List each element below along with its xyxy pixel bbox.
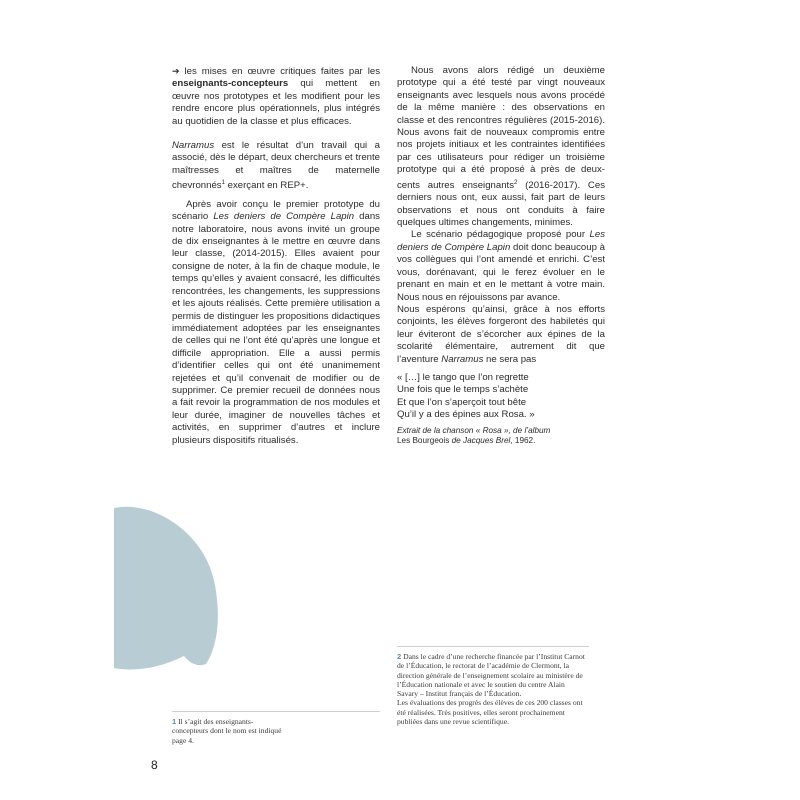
footnote-ref-2: 2 [514,179,518,186]
quote-citation: Extrait de la chanson « Rosa », de l’album Les Bourgeois de Jacques Brel, 1962. [397,425,551,446]
quote-line: « […] le tango que l’on regrette [397,371,529,383]
song-quote [397,372,605,422]
left-paragraph-3: Après avoir conçu le premier prototype du scénario Les deniers de Compère Lapin dans notre laboratoire, nous avons invité un groupe de dix enseignantes à le mettre en œuvre dans leur classe, (2014-2015). Elles avaient pour consigne de noter, à la fin de chaque module, le temps qu’elles y avaient consacré, les difficultés rencontrées, les changements, les suppressions et les ajouts réalisés. Cette première utilisation a permis de distinguer les propositions didactiques immédiatement adoptées par les enseignantes de celles qui ne l’ont été qu’après une longue et difficile appropriation. Elle a aussi permis d’identifier celles qui ont été unanimement rejetées et qu’il convenait de modifier ou de supprimer. Ce premier recueil de données nous a fait revoir la programmation de nos modules et leur durée, imaginer de nouvelles tâches et activités, en supprimer d’autres et inclure plusieurs dispositifs ritualisés. [172,198,380,446]
title-narramus: Narramus [441,353,484,365]
quote-line: Qu’il y a des épines aux Rosa. » [397,409,535,421]
footnote-divider [172,711,380,712]
left-column [172,65,380,447]
footnote-ref-1: 1 [221,180,225,187]
footnote-divider [397,646,589,647]
title-deniers: Les deniers de Compère Lapin [213,211,355,223]
right-column [397,65,605,447]
page-number: 8 [151,758,158,772]
footnote-2: 2 Dans le cadre d’une recherche financée par l’Institut Carnot de l’Éducation, le rectorat de l’académie de Clermont, la direction générale de l’enseignement scolaire au ministère de l’Éducation nationale et avec le soutien du centre Alain Savary – Institut français de l’Éducation. Les évaluations des progrès des élèves de ces 200 classes ont été réalisées. Très positives, elles seront prochainement publiées dans une revue scientifique. [397,652,585,727]
quote-line: Et que l’on s’aperçoit tout bête [397,396,527,408]
right-paragraph-2: Le scénario pédagogique proposé pour Les deniers de Compère Lapin doit donc beaucoup à vos collègues qui l’ont amendé et enrichi. C’est vous, dorénavant, qui le ferez évoluer en le prenant en main et en le mettant à votre main. Nous nous en réjouissons par avance. [397,229,605,303]
bold-term: enseignants-concepteurs [172,78,289,90]
arrow-right-icon: ➔ [172,66,180,76]
right-paragraph-3: Nous espérons qu’ainsi, grâce à nos efforts conjoints, les élèves forgeront des habiletés qui leur éviteront de s’écorcher aux épines de la scolarité élémentaire, autrement dit que l’aventure Narramus ne sera pas [397,303,605,365]
title-narramus: Narramus [172,140,215,152]
right-paragraph-1: Nous avons alors rédigé un deuxième prototype qui a été testé par vingt nouveaux enseignants avec lesquels nous avons procédé de la même manière : des observations en classe et des rencontres régulières (2015-2016). Nous avons fait de nouveaux compromis entre nos projets initiaux et les contraintes identifiées par ces utilisateurs pour rédiger un troisième prototype qui a été proposé à près de deux-cents autres enseignants$^2$ (2016-2017). Ces derniers nous ont, eux aussi, fait part de leurs observations et nous ont conduits à faire quelques ultimes changements, minimes. [397,65,605,229]
footnote-1: 1 Il s’agit des enseignants-concepteurs dont le nom est indiqué page 4. [172,717,282,745]
left-paragraph-2: Narramus est le résultat d’un travail qui a associé, dès le départ, deux chercheurs et trente maîtresses et maîtres de maternelle chevronnés$^1$ exerçant en REP+. [172,140,380,192]
left-paragraph-1: ➔ les mises en œuvre critiques faites par les enseignants-concepteurs qui mettent en œuvre nos prototypes et les modifient pour les rendre encore plus opérationnels, plus intégrés au quotidien de la classe et plus efficaces. [172,66,380,127]
quote-line: Une fois que le temps s’achète [397,384,529,396]
title-deniers: Les deniers de Compère Lapin [397,229,605,253]
